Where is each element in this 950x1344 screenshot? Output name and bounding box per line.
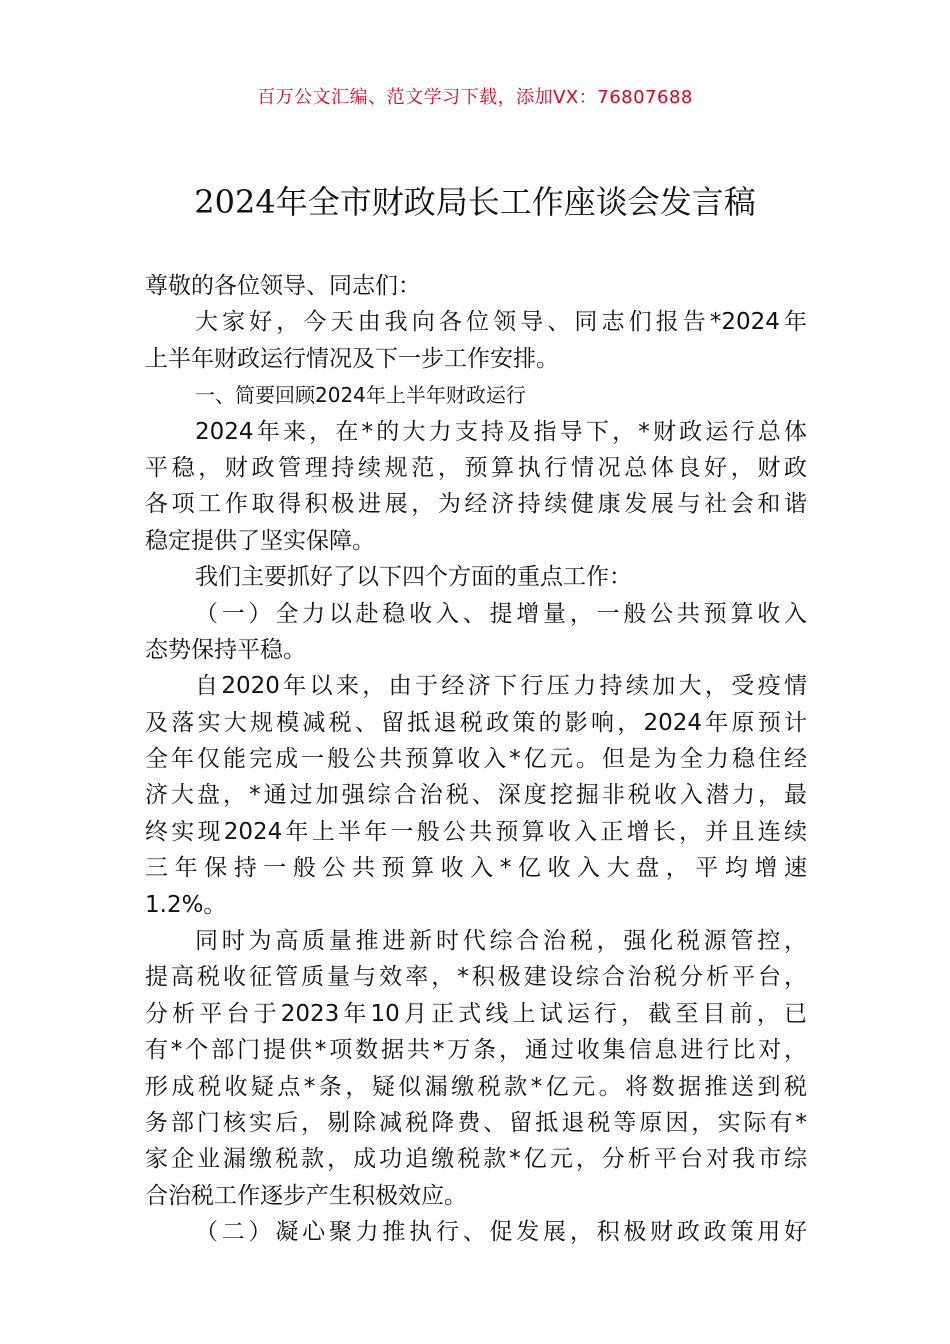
text-line: 形成税收疑点*条，疑似漏缴税款*亿元。将数据推送到税 — [145, 1073, 807, 1100]
text-line: 分析平台于2023年10月正式线上试运行，截至目前，已 — [145, 1000, 807, 1027]
text-line: 合治税工作逐步产生积极效应。 — [145, 1182, 467, 1209]
section-heading-line: 一、简要回顾2024年上半年财政运行 — [195, 383, 526, 408]
text-line: 提高税收征管质量与效率，*积极建设综合治税分析平台， — [145, 964, 807, 991]
text-line: 2024年来，在*的大力支持及指导下，*财政运行总体 — [195, 418, 807, 445]
text-line: 平稳，财政管理持续规范，预算执行情况总体良好，财政 — [145, 454, 807, 481]
document-body — [145, 268, 807, 1251]
text-line: 自2020年以来，由于经济下行压力持续加大，受疫情 — [195, 673, 807, 700]
document-title: 2024年全市财政局长工作座谈会发言稿 — [194, 183, 756, 221]
text-line: 上半年财政运行情况及下一步工作安排。 — [145, 345, 559, 372]
salutation-line: 尊敬的各位领导、同志们： — [145, 273, 421, 299]
text-line: 稳定提供了坚实保障。 — [145, 527, 375, 554]
text-line: 我们主要抓好了以下四个方面的重点工作： — [195, 564, 632, 591]
text-line: 有*个部门提供*项数据共*万条，通过收集信息进行比对， — [145, 1037, 807, 1064]
text-line: 同时为高质量推进新时代综合治税，强化税源管控， — [195, 928, 807, 955]
subheading-line: （一）全力以赴稳收入、提增量，一般公共预算收入 — [195, 600, 807, 627]
text-line: 1.2%。 — [145, 891, 227, 918]
text-line: 全年仅能完成一般公共预算收入*亿元。但是为全力稳住经 — [145, 746, 807, 773]
text-line: 及落实大规模减税、留抵退税政策的影响，2024年原预计 — [145, 709, 807, 736]
text-line: 各项工作取得积极进展，为经济持续健康发展与社会和谐 — [145, 491, 807, 518]
text-line: 三年保持一般公共预算收入*亿收入大盘，平均增速 — [145, 855, 807, 882]
text-line: 终实现2024年上半年一般公共预算收入正增长，并且连续 — [145, 818, 807, 845]
text-line: 务部门核实后，剔除减税降费、留抵退税等原因，实际有* — [145, 1109, 807, 1136]
header-promo-note: 百万公文汇编、范文学习下载，添加VX：76807688 — [257, 87, 693, 108]
subheading-line: （二）凝心聚力推执行、促发展，积极财政政策用好 — [195, 1219, 807, 1246]
text-line: 家企业漏缴税款，成功追缴税款*亿元，分析平台对我市综 — [145, 1146, 807, 1173]
text-line: 态势保持平稳。 — [145, 636, 306, 663]
text-line: 大家好，今天由我向各位领导、同志们报告*2024年 — [195, 309, 807, 336]
text-line: 济大盘，*通过加强综合治税、深度挖掘非税收入潜力，最 — [145, 782, 807, 809]
